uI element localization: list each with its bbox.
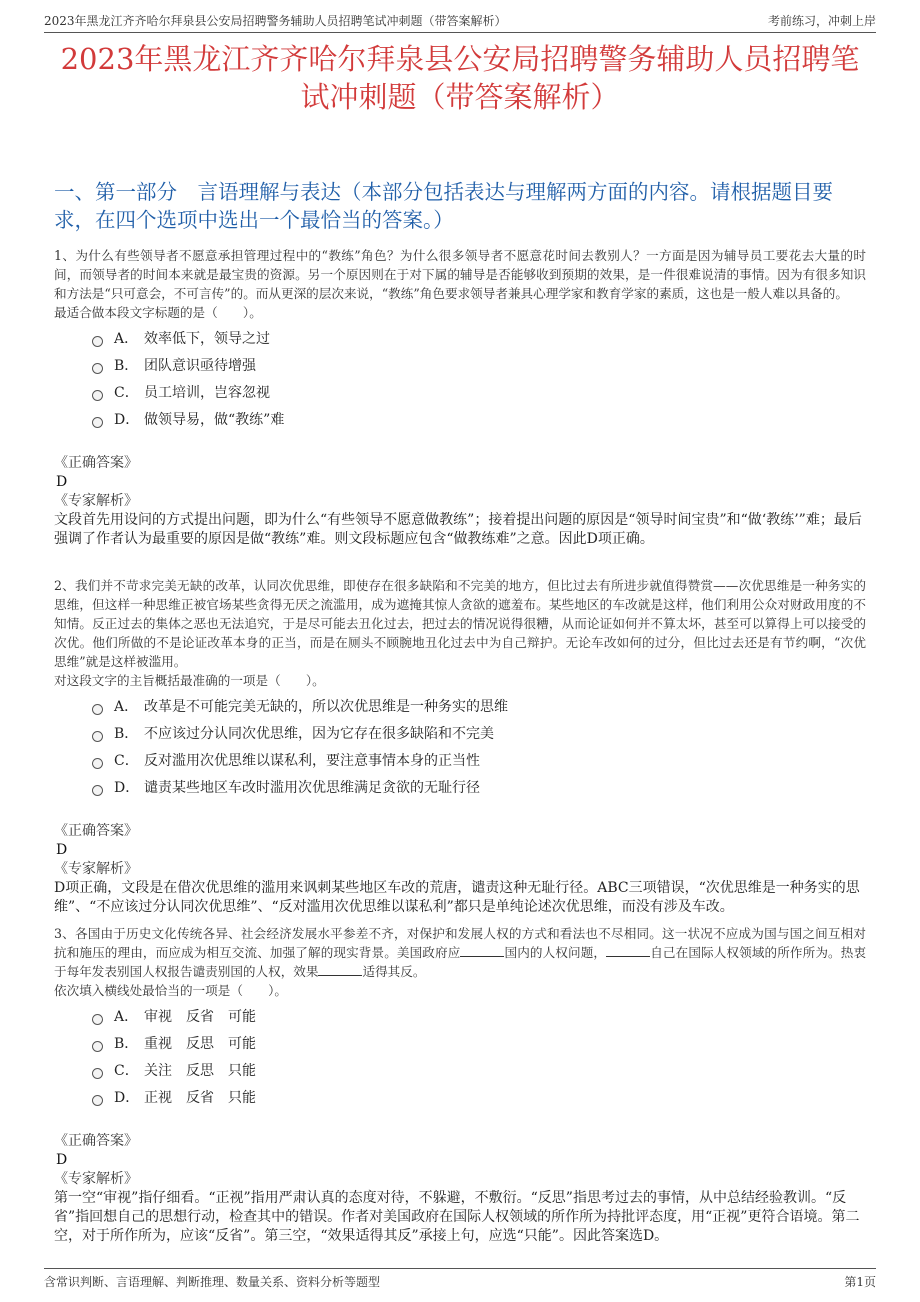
analysis-label: 《专家解析》 <box>54 861 138 877</box>
radio-icon[interactable] <box>92 731 103 742</box>
option-d[interactable]: D． 正视 反省 只能 <box>92 1085 866 1112</box>
option-a[interactable]: A． 审视 反省 可能 <box>92 1004 866 1031</box>
radio-icon[interactable] <box>92 1068 103 1079</box>
question-text: 2、我们并不苛求完美无缺的改革，认同次优思维，即使存在很多缺陷和不完美的地方，但比过去有所进步就值得赞赏——次优思维是一种务实的思维，但这样一种思维正被官场某些贪得无厌之流滥用，成为遮掩其惊人贪欲的遮羞布。某些地区的车改就是这样，他们利用公众对财政用度的不知情。反正过去的集体之恶也无法追究，于是尽可能去丑化过去，把过去的情况说得很糟，从而论证如何并不算太坏，甚至可以算得上可以接受的次优。他们所做的不是论证改革本身的正当，而是在厕头不顾腕地丑化过去中为自己辩护。无论车改如何的过分，但比过去还是有节约啊，“次优思维”就是这样被滥用。 <box>54 578 866 669</box>
analysis-text: 文段首先用设问的方式提出问题，即为什么“有些领导不愿意做教练”；接着提出问题的原因是“领导时间宝贵”和“做‘教练’”难；最后强调了作者认为最重要的原因是做“教练”难。则文段标题应包含“做教练难”之意。因此D项正确。 <box>54 512 862 547</box>
answer-block <box>54 822 866 917</box>
question-3 <box>54 924 866 1246</box>
answer-label: 《正确答案》 <box>54 455 138 471</box>
question-2 <box>54 576 866 917</box>
analysis-text: 第一空“审视”指仔细看。“正视”指用严肃认真的态度对待，不躲避，不敷衍。“反思”指思考过去的事情，从中总结经验教训。“反省”指回想自己的思想行动，检查其中的错误。作者对美国政府在国际人权领域的所作所为持批评态度，用“正视”更符合语境。第二空，对于所作所为，应该“反省”。第三空，“效果适得其反”承接上句，应选“只能”。因此答案选D。 <box>54 1190 860 1244</box>
answer-value: D <box>56 842 68 858</box>
option-a[interactable]: A． 改革是不可能完美无缺的，所以次优思维是一种务实的思维 <box>92 694 866 721</box>
document-title: 2023年黑龙江齐齐哈尔拜泉县公安局招聘警务辅助人员招聘笔试冲刺题（带答案解析） <box>60 42 860 114</box>
radio-icon[interactable] <box>92 390 103 401</box>
answer-block <box>54 1132 866 1246</box>
radio-icon[interactable] <box>92 1041 103 1052</box>
radio-icon[interactable] <box>92 1014 103 1025</box>
options-list <box>92 694 866 802</box>
radio-icon[interactable] <box>92 363 103 374</box>
radio-icon[interactable] <box>92 758 103 769</box>
option-c[interactable]: C． 员工培训，岂容忽视 <box>92 380 866 407</box>
page-number: 第1页 <box>844 1275 876 1289</box>
option-d[interactable]: D． 做领导易，做“教练”难 <box>92 407 866 434</box>
option-b[interactable]: B． 团队意识亟待增强 <box>92 353 866 380</box>
blank-line <box>606 946 650 957</box>
analysis-text: D项正确，文段是在借次优思维的滥用来讽刺某些地区车改的荒唐，谴责这种无耻行径。ABC三项错误，“次优思维是一种务实的思维”、“不应该过分认同次优思维”、“反对滥用次优思维以谋私利”都只是单纯论述次优思维，而没有涉及车改。 <box>54 880 860 915</box>
question-stem: 对这段文字的主旨概括最准确的一项是（ ）。 <box>54 673 325 688</box>
blank-line <box>318 965 362 976</box>
section-heading: 一、第一部分 言语理解与表达（本部分包括表达与理解两方面的内容。请根据题目要求，在四个选项中选出一个最恰当的答案。） <box>54 180 833 232</box>
analysis-label: 《专家解析》 <box>54 493 138 509</box>
radio-icon[interactable] <box>92 417 103 428</box>
options-list <box>92 1004 866 1112</box>
option-c[interactable]: C． 关注 反思 只能 <box>92 1058 866 1085</box>
radio-icon[interactable] <box>92 785 103 796</box>
footer-topics: 含常识判断、言语理解、判断推理、数量关系、资料分析等题型 <box>44 1275 381 1289</box>
answer-value: D <box>56 474 68 490</box>
page-footer <box>44 1268 876 1293</box>
question-stem: 依次填入横线处最恰当的一项是（ ）。 <box>54 983 287 998</box>
answer-block <box>54 454 866 549</box>
blank-line <box>460 946 504 957</box>
radio-icon[interactable] <box>92 1095 103 1106</box>
option-c[interactable]: C． 反对滥用次优思维以谋私利，要注意事情本身的正当性 <box>92 748 866 775</box>
header-doc-title: 2023年黑龙江齐齐哈尔拜泉县公安局招聘警务辅助人员招聘笔试冲刺题（带答案解析） <box>44 14 507 28</box>
options-list <box>92 326 866 434</box>
question-1 <box>54 246 866 549</box>
option-b[interactable]: B． 不应该过分认同次优思维，因为它存在很多缺陷和不完美 <box>92 721 866 748</box>
option-a[interactable]: A． 效率低下，领导之过 <box>92 326 866 353</box>
answer-label: 《正确答案》 <box>54 1133 138 1149</box>
question-text: 1、为什么有些领导者不愿意承担管理过程中的“教练”角色？为什么很多领导者不愿意花时间去教别人？一方面是因为辅导员工要花去大量的时间，而领导者的时间本来就是最宝贵的资源。另一个原因则在于对下属的辅导是否能够收到预期的效果，是一件很难说清的事情。因为有很多知识和方法是“只可意会，不可言传”的。而从更深的层次来说，“教练”角色要求领导者兼具心理学家和教育学家的素质，这也是一般人难以具备的。 <box>54 248 866 301</box>
header-slogan: 考前练习，冲刺上岸 <box>767 14 876 28</box>
option-b[interactable]: B． 重视 反思 可能 <box>92 1031 866 1058</box>
answer-label: 《正确答案》 <box>54 823 138 839</box>
option-d[interactable]: D． 谴责某些地区车改时滥用次优思维满足贪欲的无耻行径 <box>92 775 866 802</box>
radio-icon[interactable] <box>92 704 103 715</box>
analysis-label: 《专家解析》 <box>54 1171 138 1187</box>
question-text: 3、各国由于历史文化传统各异、社会经济发展水平参差不齐，对保护和发展人权的方式和看法也不尽相同。这一状况不应成为国与国之间互相对抗和施压的理由，而应成为相互交流、加强了解的现实背景。美国政府应 国内的人权问题， 自己在国际人权领域的所作所为。热衷于每年发表别国人权报告谴责别国的人权，效果 适得其反。 <box>54 926 867 979</box>
answer-value: D <box>56 1152 68 1168</box>
question-stem: 最适合做本段文字标题的是（ ）。 <box>54 305 262 320</box>
radio-icon[interactable] <box>92 336 103 347</box>
page-header <box>44 10 876 33</box>
